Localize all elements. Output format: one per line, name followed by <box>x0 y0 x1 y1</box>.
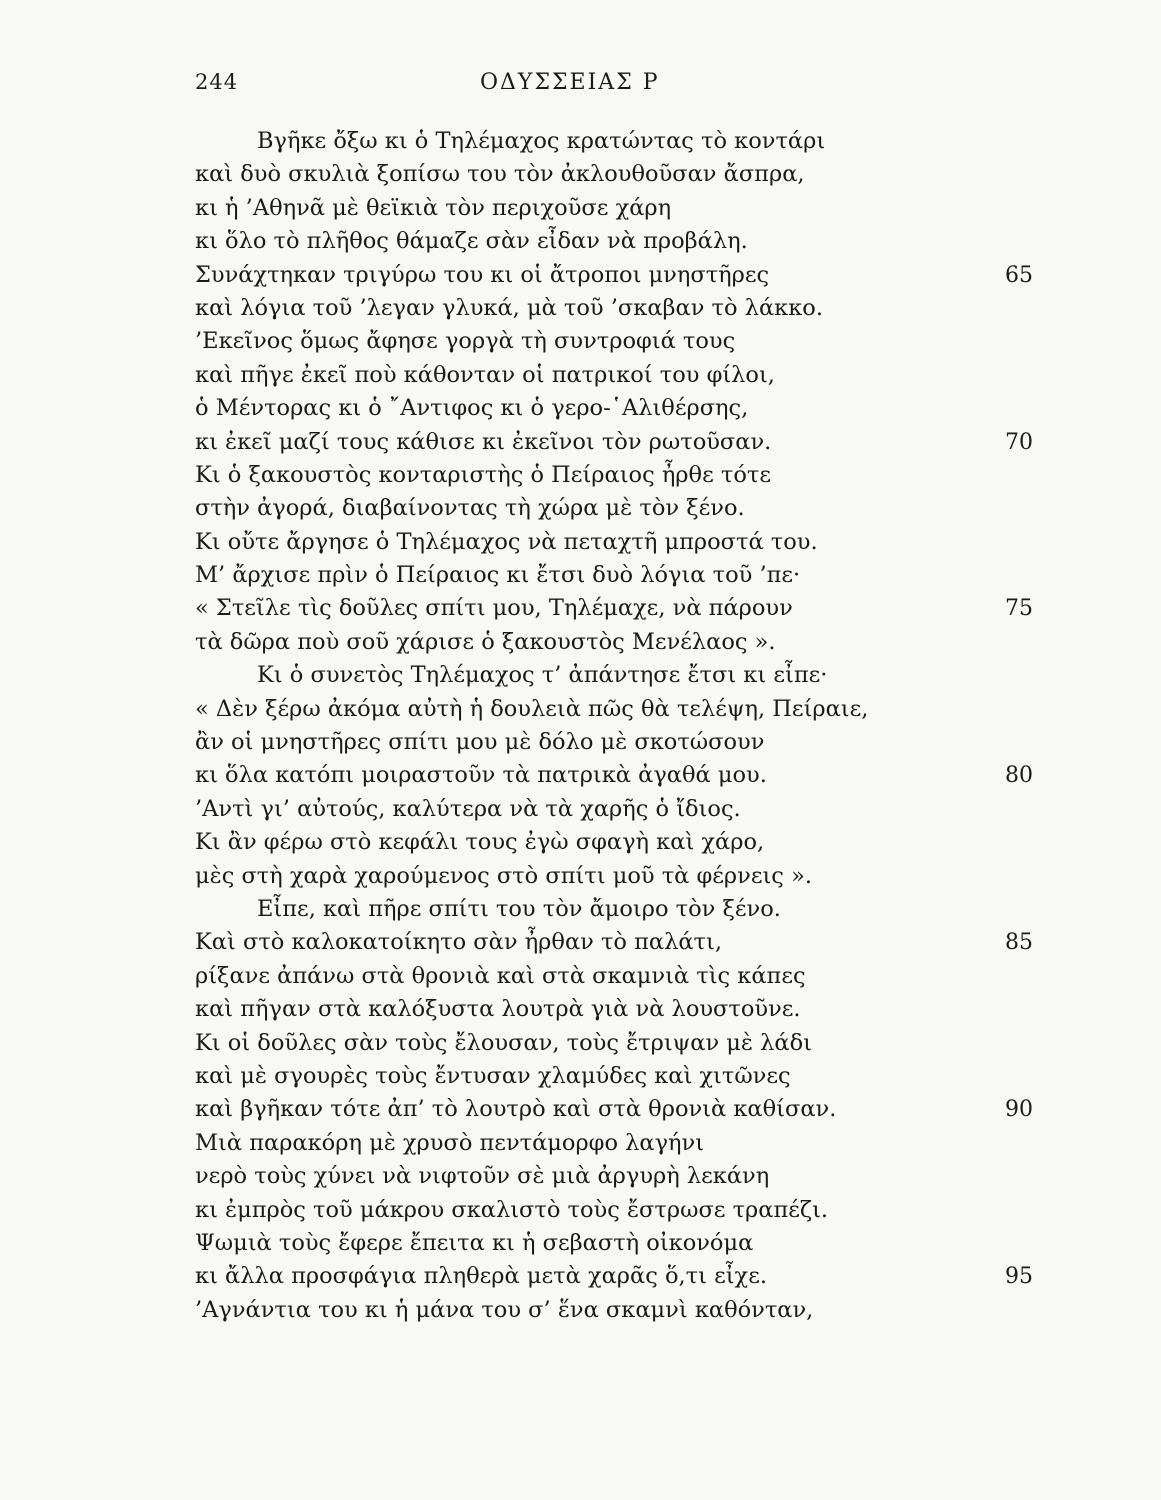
verse-line <box>195 225 1075 258</box>
verse-line <box>195 158 1075 191</box>
verse-line <box>195 826 1075 859</box>
verse-line <box>195 1093 1075 1126</box>
verse-line <box>195 1294 1075 1327</box>
verse-line <box>195 726 1075 759</box>
verse-line <box>195 1227 1075 1260</box>
verse-text: Καὶ στὸ καλοκατοίκητο σὰν ἦρθαν τὸ παλάτι, <box>195 929 722 956</box>
verse-line <box>195 626 1075 659</box>
verse-text: Συνάχτηκαν τριγύρω του κι οἱ ἄτροποι μνηστῆρες <box>195 261 770 288</box>
verse-text: κι ἄλλα προσφάγια πληθερὰ μετὰ χαρᾶς ὅ,τι εἶχε. <box>195 1263 768 1290</box>
verse-line <box>195 259 1075 292</box>
verse-line <box>195 192 1075 225</box>
verse-line <box>195 659 1075 692</box>
verse-text: καὶ λόγια τοῦ ’λεγαν γλυκά, μὰ τοῦ ’σκαβαν τὸ λάκκο. <box>195 294 823 321</box>
verse-text: Ψωμιὰ τοὺς ἔφερε ἔπειτα κι ἡ σεβαστὴ οἰκονόμα <box>195 1229 754 1256</box>
line-number: 95 <box>1005 1264 1033 1290</box>
verse-text: ὁ Μέντορας κι ὁ ῎Αντιφος κι ὁ γερο-῾Αλιθέρσης, <box>195 395 749 422</box>
verse-line <box>195 860 1075 893</box>
verse-text: Μιὰ παρακόρη μὲ χρυσὸ πεντάμορφο λαγήνι <box>195 1129 705 1156</box>
verse-text: Βγῆκε ὄξω κι ὁ Τηλέμαχος κρατώντας τὸ κοντάρι <box>257 128 826 154</box>
verse-line <box>195 492 1075 525</box>
verse-line <box>195 392 1075 425</box>
page-number: 244 <box>195 70 239 94</box>
verse-line <box>195 125 1075 158</box>
verse-text: Κι οἱ δοῦλες σὰν τοὺς ἔλουσαν, τοὺς ἔτριψαν μὲ λάδι <box>195 1029 812 1056</box>
verse-line <box>195 1160 1075 1193</box>
line-number: 90 <box>1005 1097 1033 1123</box>
verse-text: Κι ὁ συνετὸς Τηλέμαχος τ’ ἀπάντησε ἔτσι κι εἶπε· <box>257 662 828 689</box>
verse-text: ἂν οἱ μνηστῆρες σπίτι μου μὲ δόλο μὲ σκοτώσουν <box>195 729 765 756</box>
verse-line <box>195 1127 1075 1160</box>
running-head: ΟΔΥΣΣΕΙΑΣ Ρ <box>480 70 660 95</box>
verse-line <box>195 292 1075 325</box>
verse-text: κι ἐμπρὸς τοῦ μάκρου σκαλιστὸ τοὺς ἔστρωσε τραπέζι. <box>195 1196 829 1223</box>
verse-text: κι ὅλο τὸ πλῆθος θάμαζε σὰν εἶδαν νὰ προβάλη. <box>195 228 748 255</box>
verse-text: ’Αντὶ γι’ αὐτούς, καλύτερα νὰ τὰ χαρῆς ὁ ἴδιος. <box>195 795 741 822</box>
verse-line <box>195 526 1075 559</box>
line-number: 85 <box>1005 930 1033 956</box>
verse-text: κι ἐκεῖ μαζί τους κάθισε κι ἐκεῖνοι τὸν ρωτοῦσαν. <box>195 428 772 455</box>
verse-line <box>195 693 1075 726</box>
verse-text: νερὸ τοὺς χύνει νὰ νιφτοῦν σὲ μιὰ ἀργυρὴ λεκάνη <box>195 1163 770 1190</box>
line-number: 65 <box>1005 262 1033 288</box>
verse-text: Μ’ ἄρχισε πρὶν ὁ Πείραιος κι ἔτσι δυὸ λόγια τοῦ ’πε· <box>195 562 801 589</box>
verse-line <box>195 459 1075 492</box>
verse-text: ρίξανε ἀπάνω στὰ θρονιὰ καὶ στὰ σκαμνιὰ τὶς κάπες <box>195 962 806 989</box>
verse-text: ’Αγνάντια του κι ἡ μάνα του σ’ ἕνα σκαμνὶ καθόνταν, <box>195 1296 814 1323</box>
verse-text: καὶ βγῆκαν τότε ἀπ’ τὸ λουτρὸ καὶ στὰ θρονιὰ καθίσαν. <box>195 1096 837 1123</box>
verse-line <box>195 592 1075 625</box>
verse-text: Εἶπε, καὶ πῆρε σπίτι του τὸν ἄμοιρο τὸν ξένο. <box>257 895 781 922</box>
verse-line <box>195 559 1075 592</box>
verse-text: καὶ πῆγαν στὰ καλόξυστα λουτρὰ γιὰ νὰ λουστοῦνε. <box>195 996 801 1023</box>
line-number: 80 <box>1005 763 1033 789</box>
verse-line <box>195 960 1075 993</box>
verse-line <box>195 1260 1075 1293</box>
verse-line <box>195 1194 1075 1227</box>
verse-line <box>195 893 1075 926</box>
line-number: 75 <box>1005 596 1033 622</box>
verse-text: καὶ πῆγε ἐκεῖ ποὺ κάθονταν οἱ πατρικοί του φίλοι, <box>195 361 775 388</box>
line-number: 70 <box>1005 429 1033 455</box>
verse-line <box>195 426 1075 459</box>
verse-text: κι ὅλα κατόπι μοιραστοῦν τὰ πατρικὰ ἀγαθά μου. <box>195 762 767 789</box>
verse-text: ’Εκεῖνος ὅμως ἄφησε γοργὰ τὴ συντροφιά τους <box>195 328 736 355</box>
verse-line <box>195 1027 1075 1060</box>
verse-line <box>195 793 1075 826</box>
verse-line <box>195 359 1075 392</box>
verse-text: « Στεῖλε τὶς δοῦλες σπίτι μου, Τηλέμαχε, νὰ πάρουν <box>195 595 793 622</box>
verse-text: κι ἡ ’Αθηνᾶ μὲ θεϊκιὰ τὸν περιχοῦσε χάρη <box>195 194 672 221</box>
verse-text: « Δὲν ξέρω ἀκόμα αὐτὴ ἡ δουλειὰ πῶς θὰ τελέψη, Πείραιε, <box>195 695 869 722</box>
verse-text: στὴν ἀγορά, διαβαίνοντας τὴ χώρα μὲ τὸν ξένο. <box>195 495 745 522</box>
verse-text: μὲς στὴ χαρὰ χαρούμενος στὸ σπίτι μοῦ τὰ φέρνεις ». <box>195 862 812 889</box>
verse-text: τὰ δῶρα ποὺ σοῦ χάρισε ὁ ξακουστὸς Μενέλαος ». <box>195 628 776 655</box>
verse-line <box>195 1060 1075 1093</box>
verse-text: Κι ὁ ξακουστὸς κονταριστὴς ὁ Πείραιος ἦρθε τότε <box>195 461 771 488</box>
verse-line <box>195 325 1075 358</box>
verse-line <box>195 926 1075 959</box>
verse-text: καὶ μὲ σγουρὲς τοὺς ἔντυσαν χλαμύδες καὶ χιτῶνες <box>195 1062 791 1089</box>
verse-line <box>195 993 1075 1026</box>
verse-text: Κι οὔτε ἄργησε ὁ Τηλέμαχος νὰ πεταχτῆ μπροστά του. <box>195 528 818 555</box>
verse-block <box>195 125 1075 1327</box>
verse-line <box>195 759 1075 792</box>
verse-text: Κι ἂν φέρω στὸ κεφάλι τους ἐγὼ σφαγὴ καὶ χάρο, <box>195 829 765 856</box>
verse-text: καὶ δυὸ σκυλιὰ ξοπίσω του τὸν ἀκλουθοῦσαν ἄσπρα, <box>195 161 805 188</box>
